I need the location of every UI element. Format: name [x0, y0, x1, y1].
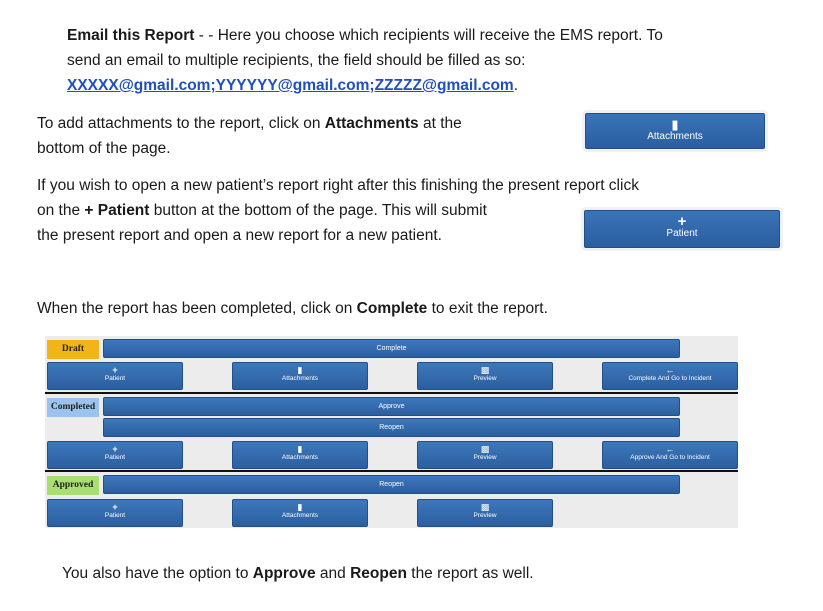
- print-icon: ▩: [480, 365, 490, 375]
- plus-icon: +: [677, 213, 687, 230]
- approve-and-go-button[interactable]: [602, 441, 738, 469]
- arrow-left-icon: ←: [665, 365, 675, 375]
- completed-badge: Completed: [47, 398, 99, 417]
- separator: [45, 470, 738, 472]
- btn-label: Patient: [104, 512, 126, 519]
- completed-patient-button[interactable]: [47, 441, 183, 469]
- completed-preview-button[interactable]: [417, 441, 553, 469]
- attachments-paragraph-line2: bottom of the page.: [37, 140, 171, 157]
- plus-icon: +: [112, 444, 118, 454]
- patient-paragraph-line1: If you wish to open a new patient’s report right after this finishing the present report click: [37, 177, 639, 194]
- text-part: the report as well.: [406, 565, 534, 582]
- complete-bar[interactable]: Complete: [103, 339, 680, 358]
- text-part: To add attachments to the report, click on: [37, 115, 325, 132]
- arrow-left-icon: ←: [665, 444, 675, 454]
- btn-label: Attachments: [281, 375, 319, 382]
- status-panel: [45, 336, 738, 528]
- btn-label: Preview: [473, 454, 497, 461]
- reopen-bar[interactable]: Reopen: [103, 418, 680, 437]
- completed-attachments-button[interactable]: [232, 441, 368, 469]
- draft-preview-button[interactable]: [417, 362, 553, 390]
- text-part: on the: [37, 202, 85, 219]
- patient-paragraph-line2: [37, 198, 487, 223]
- btn-label: Complete And Go to Incident: [628, 375, 712, 382]
- text-part: and: [315, 565, 351, 582]
- draft-attachments-button[interactable]: [232, 362, 368, 390]
- print-icon: ▩: [480, 502, 490, 512]
- approved-patient-button[interactable]: [47, 499, 183, 527]
- complete-paragraph: [37, 296, 548, 321]
- email-desc: - - Here you choose which recipients will receive the EMS report. To: [194, 27, 663, 44]
- patient-paragraph-line3: the present report and open a new report for a new patient.: [37, 227, 442, 244]
- btn-label: Patient: [104, 375, 126, 382]
- reopen-bar[interactable]: Reopen: [103, 475, 680, 494]
- approved-attachments-button[interactable]: [232, 499, 368, 527]
- text-part: to exit the report.: [427, 300, 548, 317]
- text-part: button at the bottom of the page. This will submit: [149, 202, 487, 219]
- text-part: You also have the option to: [62, 565, 253, 582]
- patient-button-label: Patient: [666, 228, 698, 239]
- email-example-link[interactable]: XXXXX@gmail.com;YYYYYY@gmail.com;ZZZZZ@gmail.com: [67, 77, 514, 94]
- complete-bold: Complete: [356, 300, 428, 317]
- attachments-paragraph-line1: [37, 111, 462, 136]
- btn-label: Preview: [473, 512, 497, 519]
- email-title: Email this Report: [67, 27, 195, 44]
- complete-and-go-button[interactable]: [602, 362, 738, 390]
- btn-label: Attachments: [281, 454, 319, 461]
- file-icon: ▮: [297, 502, 303, 512]
- patient-bold: + Patient: [84, 202, 150, 219]
- btn-label: Approve And Go to Incident: [630, 454, 710, 461]
- approved-badge: Approved: [47, 476, 99, 495]
- btn-label: Patient: [104, 454, 126, 461]
- email-paragraph-line2: send an email to multiple recipients, the field should be filled as so:: [67, 52, 526, 69]
- print-icon: ▩: [480, 444, 490, 454]
- attachments-bold: Attachments: [324, 115, 419, 132]
- file-icon: ▮: [297, 365, 303, 375]
- file-icon: ▮: [297, 444, 303, 454]
- text-part: When the report has been completed, click on: [37, 300, 357, 317]
- footer-paragraph: [62, 561, 534, 586]
- approve-bar[interactable]: Approve: [103, 397, 680, 416]
- reopen-bold: Reopen: [350, 565, 407, 582]
- draft-patient-button[interactable]: [47, 362, 183, 390]
- btn-label: Preview: [473, 375, 497, 382]
- separator: [45, 392, 738, 394]
- file-icon: ▮: [671, 117, 679, 132]
- attachments-button[interactable]: [585, 113, 765, 149]
- plus-icon: +: [112, 502, 118, 512]
- period: .: [513, 77, 519, 94]
- draft-badge: Draft: [47, 340, 99, 359]
- attachments-button-label: Attachments: [647, 131, 703, 142]
- btn-label: Attachments: [281, 512, 319, 519]
- approve-bold: Approve: [252, 565, 316, 582]
- patient-button[interactable]: [584, 210, 780, 248]
- plus-icon: +: [112, 365, 118, 375]
- email-example-line: [67, 73, 518, 98]
- email-paragraph-line1: [67, 23, 663, 48]
- approved-preview-button[interactable]: [417, 499, 553, 527]
- text-part: at the: [418, 115, 462, 132]
